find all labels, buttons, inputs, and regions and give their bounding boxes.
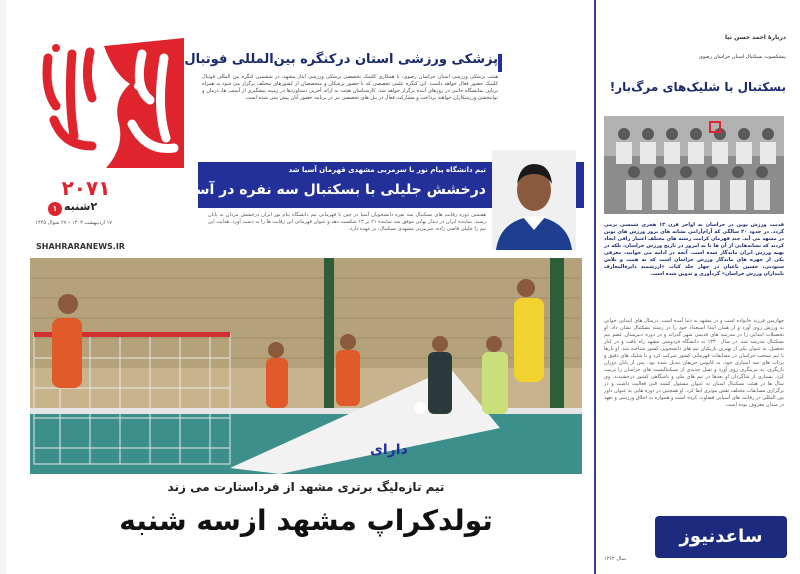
shahrara-logo [34, 28, 194, 178]
ad-board-text: دارای [370, 442, 408, 458]
top-article [184, 52, 514, 162]
issue-number: ۲۰۷۱ [61, 176, 111, 200]
issue-date: ۱۷ اردیبهشت ۱۴۰۳ – ۲۷ شوال ۱۴۴۵ [35, 220, 112, 226]
futsal-match-photo [30, 258, 582, 474]
right-column-kicker: دربارۀ احمد حسن نیا [725, 34, 786, 41]
right-column-kicker-sub: پیشکسوت بسکتبال استان خراسان رضوی [698, 54, 786, 60]
coach-portrait [492, 150, 576, 250]
top-article-headline: پزشکی ورزشی استان درکنگره بین‌المللی فوتبال [184, 52, 498, 67]
banner-kicker: تیم دانشگاه پیام نور با سرمربی مشهدی قهرمان آسیا شد [288, 166, 486, 174]
website-label: SHAHRARANEWS.IR [36, 242, 125, 251]
basketball-team-photo [604, 116, 784, 214]
right-column-lead: قدمت ورزش نوین در خراسان به اواخر قرن ۱۳ هجری شمسی برمی گردد. در حدود ۲۰ سالگی که آرام‌آرامی نشانه های بروز ورزش های نوین در مشهد می آید. چند قهرمان کرامت رشته های مختلف اعتبار رافی ایجاد کردند که نشانه‌هایی از آن ها تا به امروز در تاریخ ورزش خراسان، بلکه در پهنه ورزش ایران ماندگار شده است. آنچه در ادامه می خوانید، معرفی یکی از چهره های ماندگار ورزش خراسان است که به همت و تلاش ستودنی، حسین یاغیان در چهار جلد کتاب «ارزشمند دایرةالمعارف نامداران ورزش خراسان» گردآوری و تدوین شده است. [604, 222, 785, 277]
main-story-headline: تولدکراپ مشهد ازسه شنبه [119, 504, 493, 537]
right-column-body: چهارمین فرزند خانواده است و در مشهد به دنیا آمده است. درسال های ابتدایی جوانی به ورزش روی آورد و از همان ابتدا استعداد خود را در رشته بسکتبال نشان داد. او تحصیلات ابتدایی را در مدرسه های قدیمی شهر گذراند و در دوره دبیرستان عضو تیم بسکتبال مدرسه شد. در سال ۱۳۴۰ به دانشگاه فردوسی مشهد راه یافت و در کنار تحصیل، به عنوان یکی از بهترین بازیکنان تیم های دانشجویی کشور شناخته شد. او بارها با تیم منتخب خراسان در مسابقات قهرمانی کشور شرکت کرد و با شلیک های دقیق و پرتاب های سه امتیازی خود، به کابوس حریفان تبدیل شده بود. پس از پایان دوران بازیگری، به مربیگری روی آورد و نسل جدیدی از بسکتبالیست های خراسان را تربیت کرد. بسیاری از شاگردان او بعدها در تیم های ملی و باشگاهی کشور درخشیدند. وی سال ها در هیئت بسکتبال استان به عنوان مسئول کمیته فنی فعالیت داشت و در برگزاری مسابقات مختلف نقش موثری ایفا کرد. او همچنین در دوره هایی به عنوان داور بین المللی در رقابت های آسیایی قضاوت کرده است و همواره به اخلاق ورزشی و تعهد در میدان معروف بوده است. [604, 318, 785, 408]
banner-title: درخشش جلیلی با بسکتبال سه نفره در آسیا [184, 182, 486, 198]
saednews-watermark: ساعدنیوز [655, 516, 787, 558]
column-divider [594, 0, 596, 574]
page-edge-strip [0, 0, 14, 574]
issue-info [35, 198, 112, 238]
issue-day: ۲شنبه [64, 200, 98, 213]
right-column-end-text: سال ۱۳۶۴. [604, 556, 628, 562]
basketball-banner [184, 162, 584, 250]
right-column-headline: بسکتبال با شلیک‌های مرگ‌بار! [609, 80, 786, 94]
masthead [34, 28, 194, 253]
top-article-body: هیئت پزشکی ورزشی استان خراسان رضوی، با همکاری کلینیک تخصصی پزشکی ورزشی ایثار مشهد، در ششمین کنگره بین المللی فوتبال کلینیک حضور فعال خواهد داشت. این کنگره علمی تخصصی که با حضور پزشکان و متخصصان از کشورهای مختلف برگزار می شود به همراه برپایی نمایشگاه جانبی در روزهای آینده برگزار خواهد شد. کارشناسان هیئت به ارائه آخرین دستاوردها در زمینه پیشگیری از آسیب ها، درمان و توانبخشی ورزشکاران خواهند پرداخت و مشارکت فعال در پنل های تخصصی نیز در برنامه حضور آنان پیش بینی شده است. [202, 74, 498, 101]
main-story-subheadline: تیم تازه‌لیگ برتری مشهد از فرداستارت می زند [167, 480, 445, 494]
banner-body: هفتمین دوره رقابت های بسکتبال سه نفره دانشجویان آسیا در چین با قهرمانی تیم دانشگاه پیام نور ایران درخشش مردان به پایان رسید. نماینده ایران در دیدار نهایی موفق شد نماینده ۲۱ بر ۱۳ شکست دهد و عنوان قهرمانی این رقابت ها را به دست آورد. هدایت این تیم را جلیلی قاضی زاده، سرمربی مشهدی بسکتبال، بر عهده دارد. [208, 212, 486, 232]
page-badge: ۱ [48, 202, 62, 216]
